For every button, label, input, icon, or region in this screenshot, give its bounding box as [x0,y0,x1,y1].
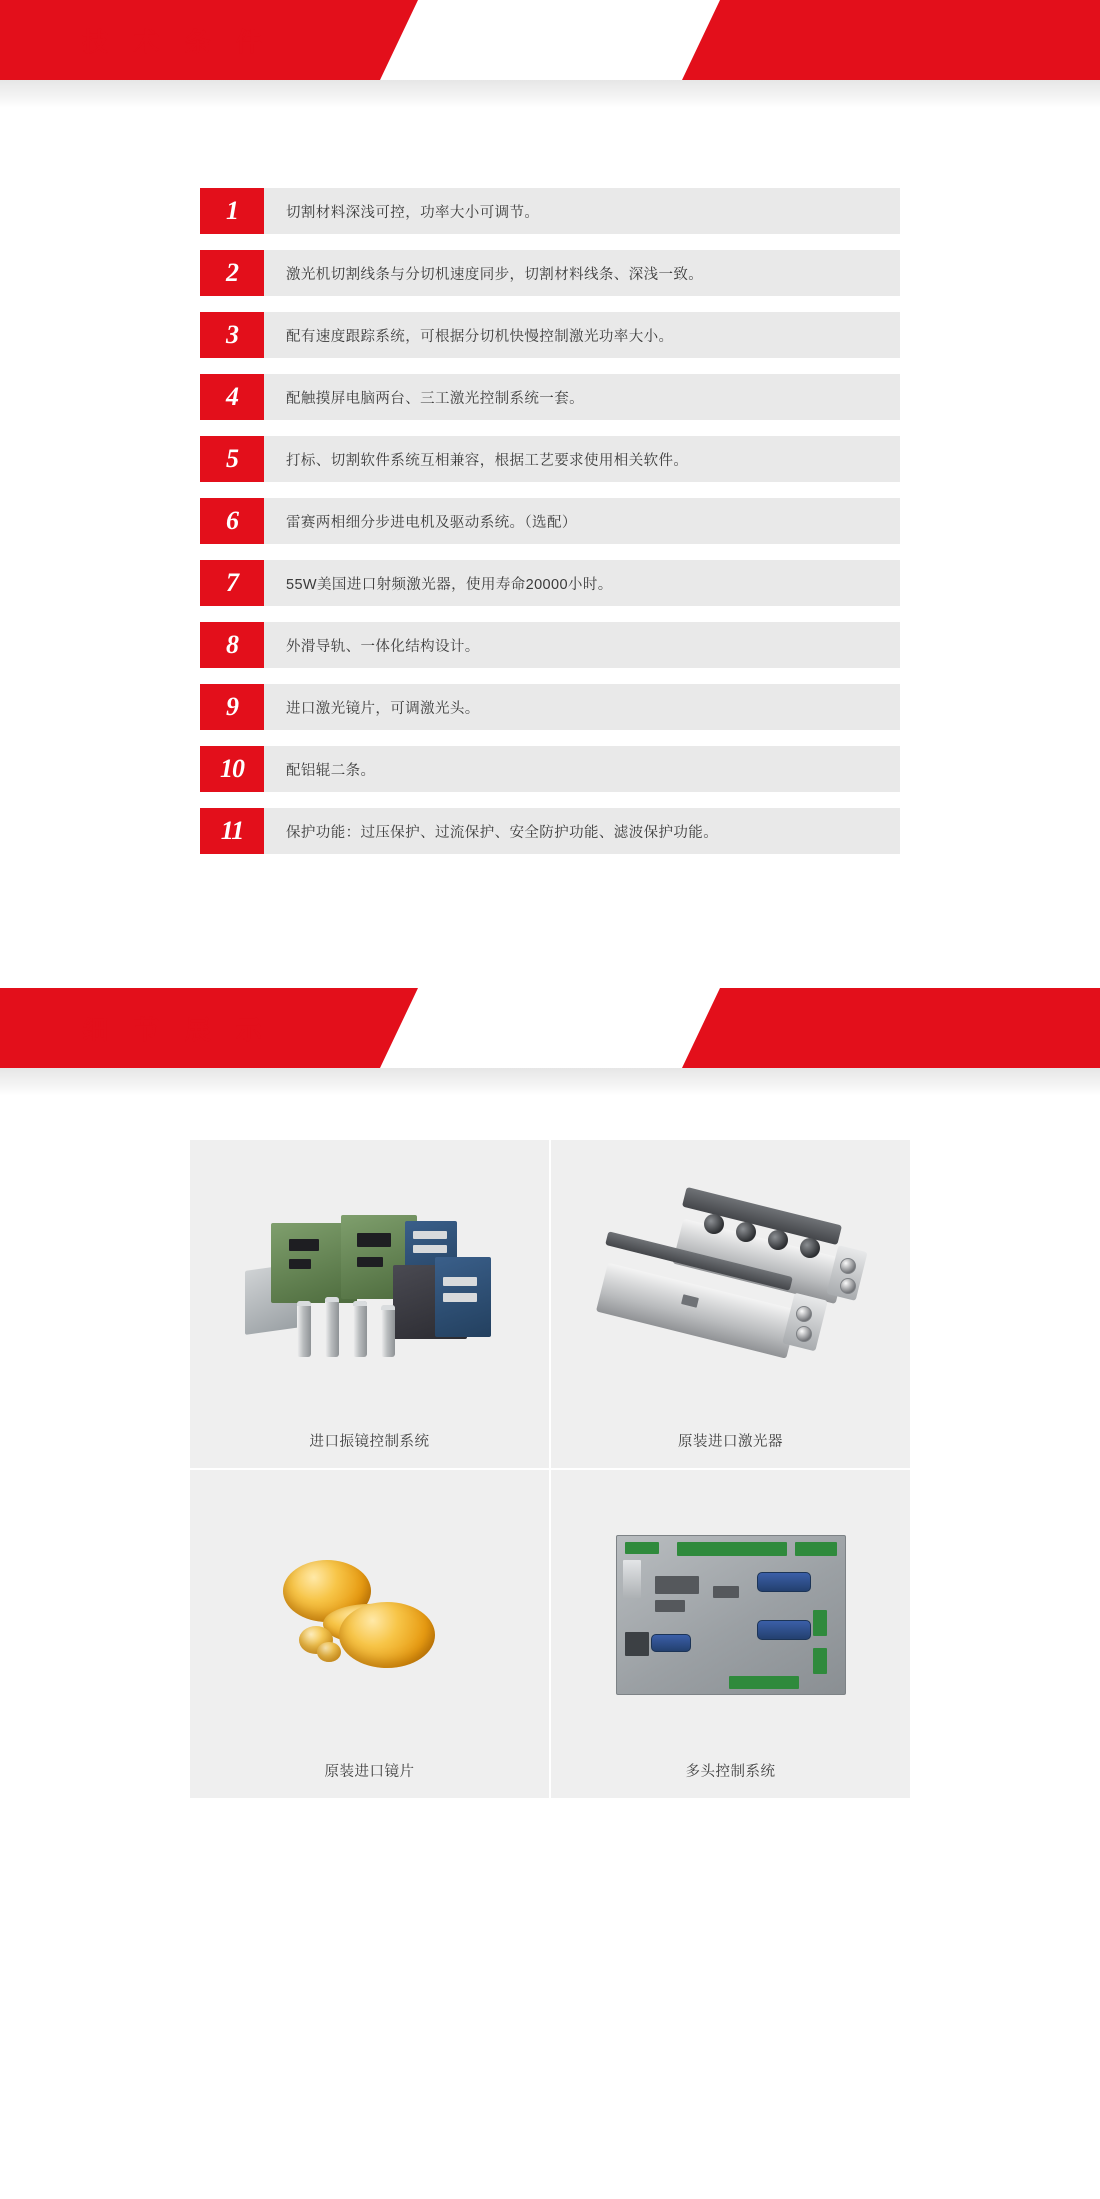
cooling-hole [736,1222,756,1242]
spec-item-text: 雷赛两相细分步进电机及驱动系统。（选配） [264,498,900,544]
spec-list [0,188,1100,854]
spec-item-text: 激光机切割线条与分切机速度同步，切割材料线条、深浅一致。 [264,250,900,296]
spec-item-text: 配有速度跟踪系统，可根据分切机快慢控制激光功率大小。 [264,312,900,358]
capacitor [353,1301,367,1357]
banner-shadow [0,80,1100,108]
spec-item-number: 6 [200,498,264,544]
terminal-block [813,1648,827,1674]
capacitor [325,1297,339,1357]
spec-item [200,188,900,234]
gallery-cell [190,1470,549,1798]
gallery-cell [551,1470,910,1798]
spec-item-text: 保护功能：过压保护、过流保护、安全防护功能、滤波保护功能。 [264,808,900,854]
spec-item [200,250,900,296]
connector [413,1231,447,1239]
detail-section-banner [0,988,1100,1068]
terminal-block [813,1610,827,1636]
spec-item-text: 切割材料深浅可控，功率大小可调节。 [264,188,900,234]
adjust-knob [796,1306,812,1322]
spec-item-text: 打标、切割软件系统互相兼容，根据工艺要求使用相关软件。 [264,436,900,482]
spec-item-number: 8 [200,622,264,668]
terminal-block [795,1542,837,1556]
lens-small-2 [317,1642,341,1662]
spec-item-number: 3 [200,312,264,358]
adjust-knob [840,1258,856,1274]
spec-item-number: 11 [200,808,264,854]
chip [357,1233,391,1247]
spec-item [200,560,900,606]
lenses-image [190,1488,549,1742]
chip [655,1576,699,1594]
terminal-block [677,1542,787,1556]
capacitor [381,1305,395,1357]
gallery-cell-caption: 多头控制系统 [685,1763,776,1780]
spec-item [200,312,900,358]
db-connector [757,1572,811,1592]
terminal-block [729,1676,799,1689]
spec-item [200,808,900,854]
chip [655,1600,685,1612]
control-boards-artwork [245,1205,495,1365]
spec-item-text: 55W美国进口射频激光器，使用寿命20000小时。 [264,560,900,606]
spec-item-text: 进口激光镜片，可调激光头。 [264,684,900,730]
spec-item [200,746,900,792]
rj45-port [625,1632,649,1656]
connector [443,1293,477,1302]
detail-section [0,1096,1100,1858]
chip [357,1257,383,1267]
banner-plate [380,0,720,80]
lenses-artwork [265,1540,475,1690]
spec-item-text: 配触摸屏电脑两台、三工激光控制系统一套。 [264,374,900,420]
chip [289,1239,319,1251]
db-connector [757,1620,811,1640]
chip [713,1586,739,1598]
spec-item-number: 7 [200,560,264,606]
cooling-hole [704,1214,724,1234]
adjust-knob [840,1278,856,1294]
detail-gallery [190,1140,910,1798]
spec-item [200,374,900,420]
spec-item [200,436,900,482]
detail-banner-title: 细 节 展 示 [82,1014,271,1045]
vga-connector [651,1634,691,1652]
spec-item [200,684,900,730]
chip [289,1259,311,1269]
spec-item [200,498,900,544]
banner-plate [380,988,720,1068]
banner-shadow [0,1068,1100,1096]
gallery-cell-caption: 进口振镜控制系统 [309,1433,430,1450]
laser-tubes-image [551,1158,910,1412]
spec-item-number: 4 [200,374,264,420]
spec-item-text: 配铝辊二条。 [264,746,900,792]
cooling-hole [800,1238,820,1258]
spec-item-number: 2 [200,250,264,296]
connector [413,1245,447,1253]
spec-section-banner [0,0,1100,80]
spec-item-number: 5 [200,436,264,482]
cooling-hole [768,1230,788,1250]
control-boards-image [190,1158,549,1412]
terminal-block [625,1542,659,1554]
connector [443,1277,477,1286]
heatsink [623,1560,641,1598]
spec-item [200,622,900,668]
spec-section [0,108,1100,854]
spec-item-text: 外滑导轨、一体化结构设计。 [264,622,900,668]
spec-item-number: 1 [200,188,264,234]
spec-item-number: 9 [200,684,264,730]
laser-tubes-artwork [596,1200,866,1370]
multi-head-board-artwork [616,1535,846,1695]
section-spacer [0,870,1100,988]
gallery-cell [551,1140,910,1468]
gallery-cell-caption: 原装进口激光器 [678,1433,783,1450]
multi-head-board-image [551,1488,910,1742]
spec-banner-title: 技 术 条 件 [82,26,271,57]
gallery-cell-caption: 原装进口镜片 [324,1763,415,1780]
capacitor [297,1301,311,1357]
lens-large-front [339,1602,435,1668]
adjust-knob [796,1326,812,1342]
gallery-cell [190,1140,549,1468]
laser-tube-front-end [782,1293,828,1352]
spec-item-number: 10 [200,746,264,792]
